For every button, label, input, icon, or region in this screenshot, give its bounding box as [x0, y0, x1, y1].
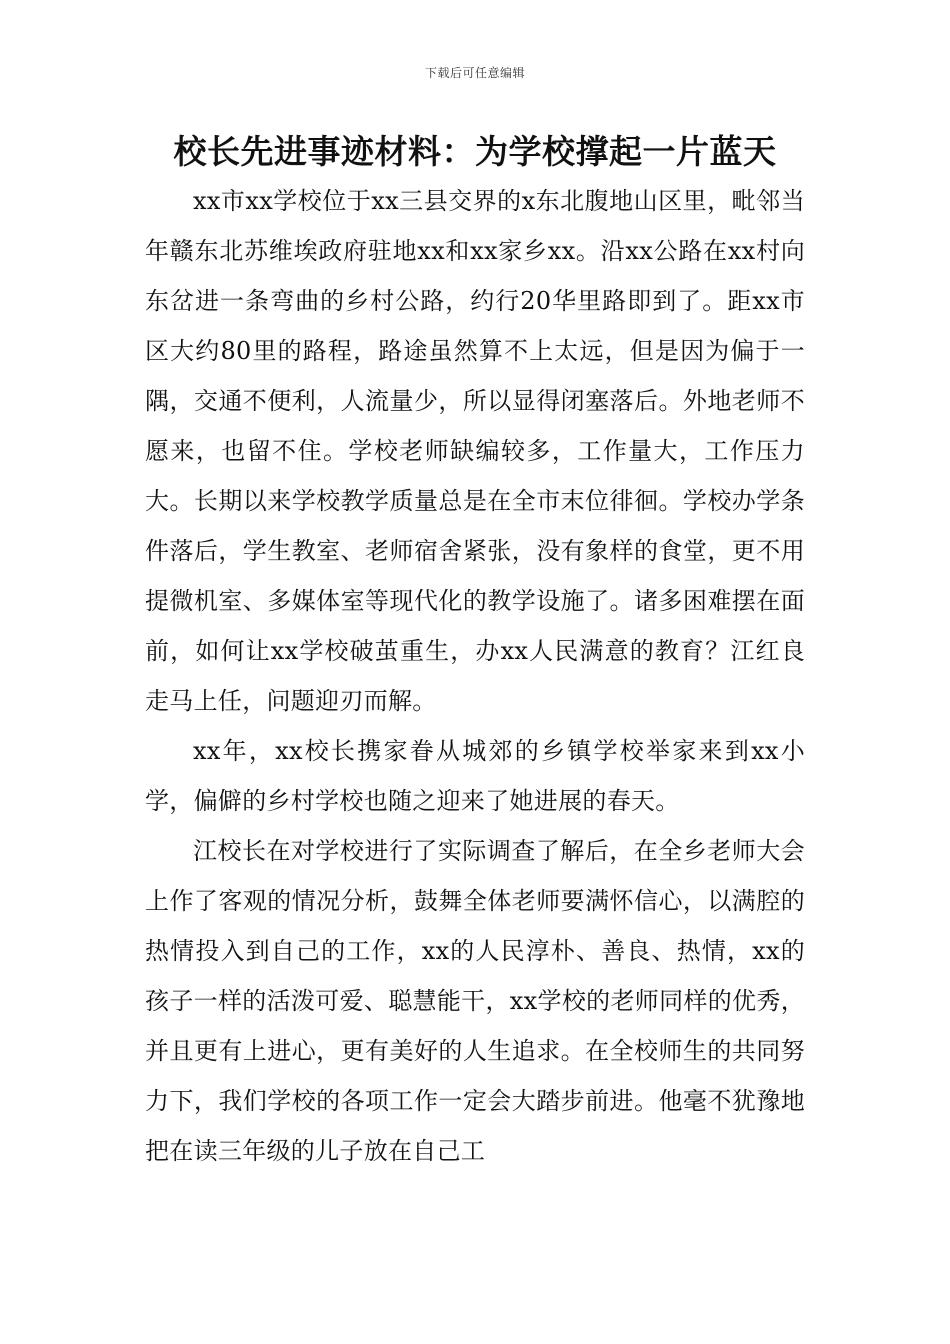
- paragraph-3: 江校长在对学校进行了实际调查了解后，在全乡老师大会上作了客观的情况分析，鼓舞全体老师要满怀信心，以满腔的热情投入到自己的工作，xx的人民淳朴、善良、热情，xx的孩子一样的活泼可爱、聪慧能干，xx学校的老师同样的优秀，并且更有上进心，更有美好的人生追求。在全校师生的共同努力下，我们学校的各项工作一定会大踏步前进。他毫不犹豫地把在读三年级的儿子放在自己工: [145, 837, 805, 1165]
- document-body: [145, 176, 805, 1176]
- header-note: 下载后可任意编辑: [424, 66, 525, 80]
- document-title: 校长先进事迹材料：为学校撑起一片蓝天: [173, 132, 777, 171]
- paragraph-2: xx年，xx校长携家眷从城郊的乡镇学校举家来到xx小学，偏僻的乡村学校也随之迎来了她进展的春天。: [145, 737, 805, 815]
- paragraph-1: xx市xx学校位于xx三县交界的x东北腹地山区里，毗邻当年赣东北苏维埃政府驻地xx和xx家乡xx。沿xx公路在xx村向东岔进一条弯曲的乡村公路，约行20华里路即到了。距xx市区大约80里的路程，路途虽然算不上太远，但是因为偏于一隅，交通不便利，人流量少，所以显得闭塞落后。外地老师不愿来，也留不住。学校老师缺编较多，工作量大，工作压力大。长期以来学校教学质量总是在全市末位徘徊。学校办学条件落后，学生教室、老师宿舍紧张，没有象样的食堂，更不用提微机室、多媒体室等现代化的教学设施了。诸多困难摆在面前，如何让xx学校破茧重生，办xx人民满意的教育？江红良走马上任，问题迎刃而解。: [145, 187, 805, 715]
